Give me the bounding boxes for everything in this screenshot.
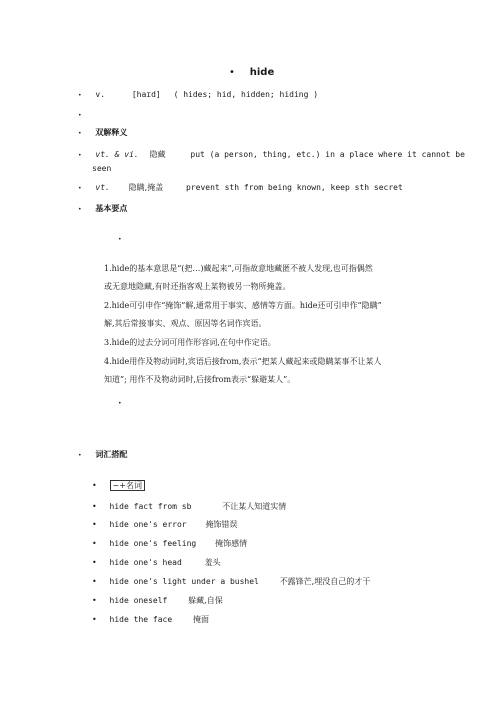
dual-def-heading-row	[78, 128, 127, 138]
key-point-1b: 或无意地隐藏,有时还指客观上某物被另一物所掩盖。	[104, 282, 291, 291]
def2-cn: 隐瞒,掩盖	[128, 183, 164, 192]
bullet-icon: •	[92, 520, 97, 529]
collocation-item	[92, 502, 286, 512]
def2-pos: vt.	[95, 183, 110, 192]
bullet-icon: •	[92, 615, 97, 624]
collocations-heading: 词汇搭配	[95, 450, 128, 459]
collocation-en: hide one's error	[109, 520, 187, 529]
definition-2	[78, 183, 403, 193]
def1-cn: 隐藏	[149, 150, 166, 159]
def1-en: put (a person, thing, etc.) in a place where it cannot be	[190, 150, 465, 159]
bullet-icon: •	[92, 558, 97, 567]
key-point-4a: 4.hide用作及物动词时,宾语后接from,表示“把某人藏起来或隐瞒某事不让某人	[104, 357, 382, 366]
collocation-item	[92, 558, 221, 568]
dual-def-heading: 双解释义	[95, 128, 128, 137]
title-row	[229, 67, 274, 79]
verb-forms: ( hides; hid, hidden; hiding )	[173, 90, 319, 99]
bullet-icon: •	[92, 577, 97, 586]
collocations-heading-row	[78, 450, 127, 460]
bullet-icon: •	[92, 502, 97, 511]
bullet-icon: •	[78, 185, 82, 192]
collocation-item	[92, 520, 237, 530]
collocation-cn: 羞头	[204, 558, 221, 567]
collocation-item	[92, 615, 209, 625]
pos: v.	[95, 90, 106, 99]
collocation-cn: 掩饰感情	[215, 539, 248, 548]
collocation-cn: 躲藏,自保	[188, 596, 223, 605]
collocation-en: hide one's light under a bushel	[109, 577, 259, 586]
bullet-icon: •	[78, 92, 82, 99]
key-point-3: 3.hide的过去分词可用作形容词,在句中作定语。	[104, 338, 276, 347]
bullet-icon: •	[78, 112, 82, 119]
bullet-icon: •	[229, 67, 235, 78]
collocation-cn: 掩面	[193, 615, 209, 624]
key-point-4b: 知道”; 用作不及物动词时,后接from表示“躲避某人”。	[104, 375, 296, 384]
collocation-cn: 掩饰错误	[205, 520, 238, 529]
key-point-1a: 1.hide的基本意思是“(把…)藏起来”,可指故意地藏匿不被人发现,也可指偶然	[104, 264, 373, 273]
bullet-icon: •	[92, 596, 97, 605]
collocation-group-row	[92, 481, 145, 491]
bullet-icon: •	[92, 481, 97, 490]
bullet-icon: •	[118, 400, 122, 407]
def1-pos: vt. & vi.	[95, 150, 139, 159]
pos-line	[78, 90, 318, 100]
key-points-heading-row	[78, 204, 127, 214]
collocation-item	[92, 539, 247, 549]
collocation-item	[92, 577, 370, 587]
bullet-icon: •	[78, 206, 82, 213]
collocation-en: hide one's head	[109, 558, 182, 567]
bullet-icon: •	[92, 539, 97, 548]
key-points-heading: 基本要点	[95, 204, 128, 213]
collocation-cn: 不露锋芒,埋没自己的才干	[279, 577, 371, 586]
bullet-icon: •	[78, 130, 82, 137]
bullet-icon: •	[118, 236, 122, 243]
definition-1	[78, 150, 465, 160]
bullet-icon: •	[78, 152, 82, 159]
phonetic: [haɪd]	[131, 90, 161, 99]
collocation-en: hide oneself	[109, 596, 168, 605]
collocation-en: hide one's feeling	[109, 539, 197, 548]
def1-en-continued: seen	[92, 164, 112, 173]
def2-en: prevent sth from being known, keep sth secret	[186, 183, 403, 192]
collocation-en: hide fact from sb	[109, 502, 192, 511]
key-point-2a: 2.hide可引申作“掩饰”解,通常用于事实、感情等方面。hide还可引申作“隐瞒”	[104, 301, 382, 310]
collocation-group-label: ~+名词	[110, 480, 145, 491]
key-point-2b: 解,其后常接事实、观点、原因等名词作宾语。	[104, 319, 267, 328]
headword-title: hide	[249, 67, 275, 78]
collocation-en: hide the face	[109, 615, 173, 624]
collocation-item	[92, 596, 223, 606]
collocation-cn: 不让某人知道实情	[222, 502, 287, 511]
bullet-icon: •	[78, 452, 82, 459]
